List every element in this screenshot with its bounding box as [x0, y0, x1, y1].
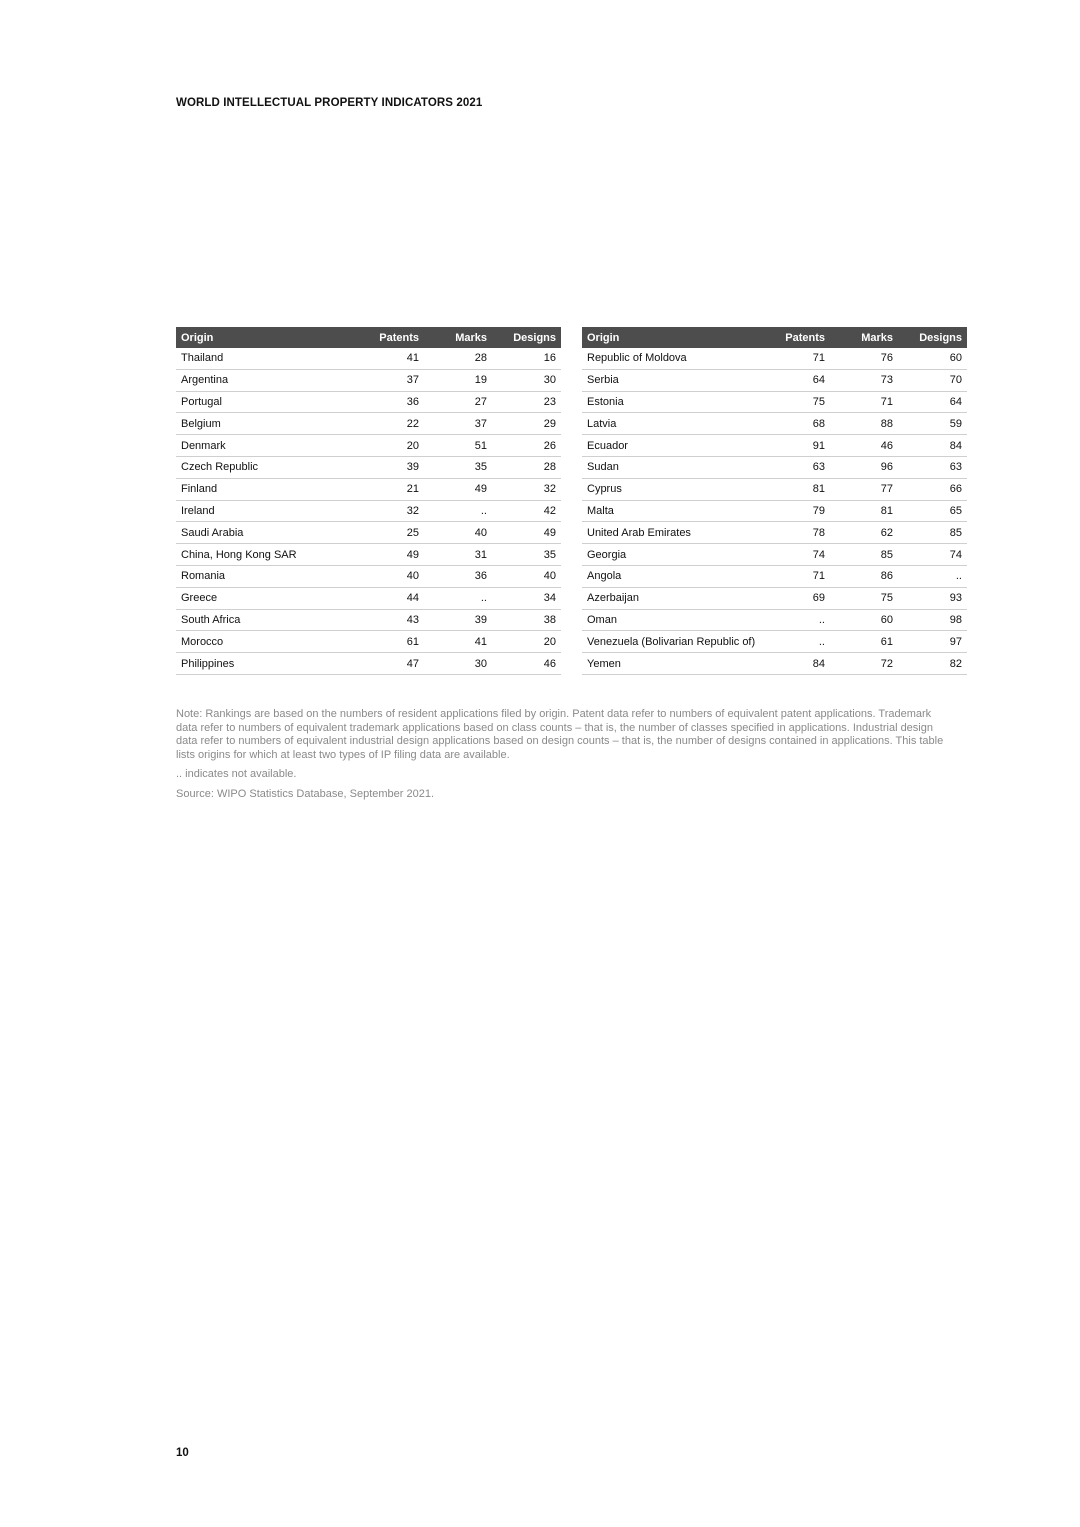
cell-patents: 74 [762, 544, 830, 566]
cell-marks: .. [424, 500, 492, 522]
column-header-origin: Origin [582, 327, 762, 348]
cell-origin: Ireland [176, 500, 356, 522]
cell-designs: 65 [898, 500, 967, 522]
table-notes [176, 708, 946, 807]
cell-patents: 40 [356, 565, 424, 587]
cell-marks: 39 [424, 609, 492, 631]
cell-designs: 59 [898, 413, 967, 435]
cell-patents: 49 [356, 544, 424, 566]
cell-origin: Republic of Moldova [582, 348, 762, 369]
cell-designs: 93 [898, 587, 967, 609]
cell-patents: 64 [762, 369, 830, 391]
table-row [176, 435, 561, 457]
cell-marks: 30 [424, 653, 492, 675]
cell-patents: 71 [762, 565, 830, 587]
cell-designs: 30 [492, 369, 561, 391]
cell-origin: Ecuador [582, 435, 762, 457]
cell-marks: 71 [830, 391, 898, 413]
cell-marks: 96 [830, 456, 898, 478]
cell-designs: 63 [898, 456, 967, 478]
table-row [176, 609, 561, 631]
cell-origin: Finland [176, 478, 356, 500]
cell-marks: 46 [830, 435, 898, 457]
cell-patents: 68 [762, 413, 830, 435]
cell-origin: Thailand [176, 348, 356, 369]
cell-patents: 36 [356, 391, 424, 413]
cell-marks: 27 [424, 391, 492, 413]
cell-marks: 37 [424, 413, 492, 435]
cell-patents: 78 [762, 522, 830, 544]
cell-patents: 32 [356, 500, 424, 522]
cell-marks: 35 [424, 456, 492, 478]
cell-patents: 41 [356, 348, 424, 369]
page-number: 10 [176, 1447, 189, 1459]
table-row [176, 500, 561, 522]
cell-patents: .. [762, 631, 830, 653]
cell-patents: 25 [356, 522, 424, 544]
column-header-patents: Patents [762, 327, 830, 348]
cell-marks: 81 [830, 500, 898, 522]
cell-origin: Venezuela (Bolivarian Republic of) [582, 631, 762, 653]
cell-patents: 75 [762, 391, 830, 413]
table-row [176, 631, 561, 653]
cell-patents: 61 [356, 631, 424, 653]
cell-marks: 28 [424, 348, 492, 369]
cell-patents: 39 [356, 456, 424, 478]
table-row [176, 522, 561, 544]
cell-patents: 79 [762, 500, 830, 522]
cell-marks: 19 [424, 369, 492, 391]
table-row [176, 565, 561, 587]
cell-origin: Yemen [582, 653, 762, 675]
cell-origin: Greece [176, 587, 356, 609]
table-row [176, 587, 561, 609]
cell-designs: 74 [898, 544, 967, 566]
table-row [176, 413, 561, 435]
cell-designs: 85 [898, 522, 967, 544]
table-row [582, 631, 967, 653]
cell-designs: 20 [492, 631, 561, 653]
table-row [582, 587, 967, 609]
table-row [582, 544, 967, 566]
cell-marks: 88 [830, 413, 898, 435]
cell-origin: Romania [176, 565, 356, 587]
cell-marks: 36 [424, 565, 492, 587]
cell-origin: China, Hong Kong SAR [176, 544, 356, 566]
cell-patents: 21 [356, 478, 424, 500]
cell-origin: Serbia [582, 369, 762, 391]
column-header-patents: Patents [356, 327, 424, 348]
running-title: WORLD INTELLECTUAL PROPERTY INDICATORS 2021 [176, 97, 483, 109]
cell-origin: Estonia [582, 391, 762, 413]
cell-marks: 31 [424, 544, 492, 566]
cell-marks: 61 [830, 631, 898, 653]
table-row [582, 369, 967, 391]
table-row [582, 478, 967, 500]
cell-origin: Morocco [176, 631, 356, 653]
ranking-table-left [176, 327, 561, 675]
cell-designs: 42 [492, 500, 561, 522]
cell-origin: South Africa [176, 609, 356, 631]
cell-patents: 20 [356, 435, 424, 457]
cell-designs: 40 [492, 565, 561, 587]
table-row [582, 456, 967, 478]
cell-patents: 43 [356, 609, 424, 631]
cell-origin: Oman [582, 609, 762, 631]
cell-designs: 38 [492, 609, 561, 631]
source-text: Source: WIPO Statistics Database, September 2021. [176, 787, 435, 800]
table-row [582, 522, 967, 544]
table-row [582, 391, 967, 413]
cell-marks: 62 [830, 522, 898, 544]
cell-designs: 98 [898, 609, 967, 631]
cell-origin: Portugal [176, 391, 356, 413]
cell-origin: Georgia [582, 544, 762, 566]
cell-designs: .. [898, 565, 967, 587]
cell-marks: 75 [830, 587, 898, 609]
cell-marks: 72 [830, 653, 898, 675]
cell-origin: Argentina [176, 369, 356, 391]
column-header-designs: Designs [898, 327, 967, 348]
cell-designs: 26 [492, 435, 561, 457]
cell-designs: 82 [898, 653, 967, 675]
table-row [582, 653, 967, 675]
cell-marks: 49 [424, 478, 492, 500]
cell-marks: 77 [830, 478, 898, 500]
cell-marks: 85 [830, 544, 898, 566]
cell-designs: 32 [492, 478, 561, 500]
column-header-marks: Marks [830, 327, 898, 348]
table-row [176, 369, 561, 391]
cell-origin: Denmark [176, 435, 356, 457]
table-row [582, 565, 967, 587]
cell-patents: 69 [762, 587, 830, 609]
ranking-table-right [582, 327, 967, 675]
column-header-marks: Marks [424, 327, 492, 348]
cell-designs: 49 [492, 522, 561, 544]
cell-patents: 22 [356, 413, 424, 435]
cell-origin: Azerbaijan [582, 587, 762, 609]
cell-designs: 34 [492, 587, 561, 609]
cell-designs: 23 [492, 391, 561, 413]
cell-origin: Cyprus [582, 478, 762, 500]
table-row [176, 544, 561, 566]
not-available-legend: .. indicates not available. [176, 768, 297, 780]
column-header-designs: Designs [492, 327, 561, 348]
cell-origin: Angola [582, 565, 762, 587]
cell-origin: Belgium [176, 413, 356, 435]
cell-designs: 66 [898, 478, 967, 500]
cell-designs: 84 [898, 435, 967, 457]
cell-patents: 81 [762, 478, 830, 500]
table-row [176, 348, 561, 369]
cell-origin: Philippines [176, 653, 356, 675]
cell-designs: 70 [898, 369, 967, 391]
cell-designs: 16 [492, 348, 561, 369]
table-header-row [582, 327, 967, 348]
table-header-row [176, 327, 561, 348]
table-row [176, 653, 561, 675]
cell-marks: 40 [424, 522, 492, 544]
cell-designs: 97 [898, 631, 967, 653]
cell-designs: 35 [492, 544, 561, 566]
note-text: Note: Rankings are based on the numbers of resident applications filed by origin. Patent data refer to numbers of equivalent patent applications. Trademark data refer to numbers of equivalent trademark applications based on class counts – that is, the number of classes specified in applications. Industrial design data refer to numbers of equivalent industrial design applications based on design counts – that is, the number of designs contained in applications. This table lists origins for which at least two types of IP filing data are available. [176, 708, 944, 761]
cell-marks: 41 [424, 631, 492, 653]
table-row [176, 456, 561, 478]
cell-marks: 73 [830, 369, 898, 391]
table-row [176, 391, 561, 413]
cell-marks: .. [424, 587, 492, 609]
cell-origin: Latvia [582, 413, 762, 435]
table-row [582, 348, 967, 369]
cell-designs: 60 [898, 348, 967, 369]
cell-designs: 28 [492, 456, 561, 478]
cell-marks: 86 [830, 565, 898, 587]
table-row [176, 478, 561, 500]
cell-origin: Sudan [582, 456, 762, 478]
cell-marks: 51 [424, 435, 492, 457]
table-row [582, 413, 967, 435]
cell-origin: Czech Republic [176, 456, 356, 478]
table-row [582, 435, 967, 457]
cell-patents: .. [762, 609, 830, 631]
cell-marks: 60 [830, 609, 898, 631]
cell-patents: 71 [762, 348, 830, 369]
cell-patents: 47 [356, 653, 424, 675]
cell-patents: 37 [356, 369, 424, 391]
cell-patents: 91 [762, 435, 830, 457]
cell-origin: Saudi Arabia [176, 522, 356, 544]
cell-marks: 76 [830, 348, 898, 369]
cell-patents: 44 [356, 587, 424, 609]
table-row [582, 500, 967, 522]
cell-designs: 64 [898, 391, 967, 413]
cell-designs: 46 [492, 653, 561, 675]
cell-origin: United Arab Emirates [582, 522, 762, 544]
cell-patents: 84 [762, 653, 830, 675]
column-header-origin: Origin [176, 327, 356, 348]
cell-designs: 29 [492, 413, 561, 435]
table-row [582, 609, 967, 631]
cell-patents: 63 [762, 456, 830, 478]
cell-origin: Malta [582, 500, 762, 522]
